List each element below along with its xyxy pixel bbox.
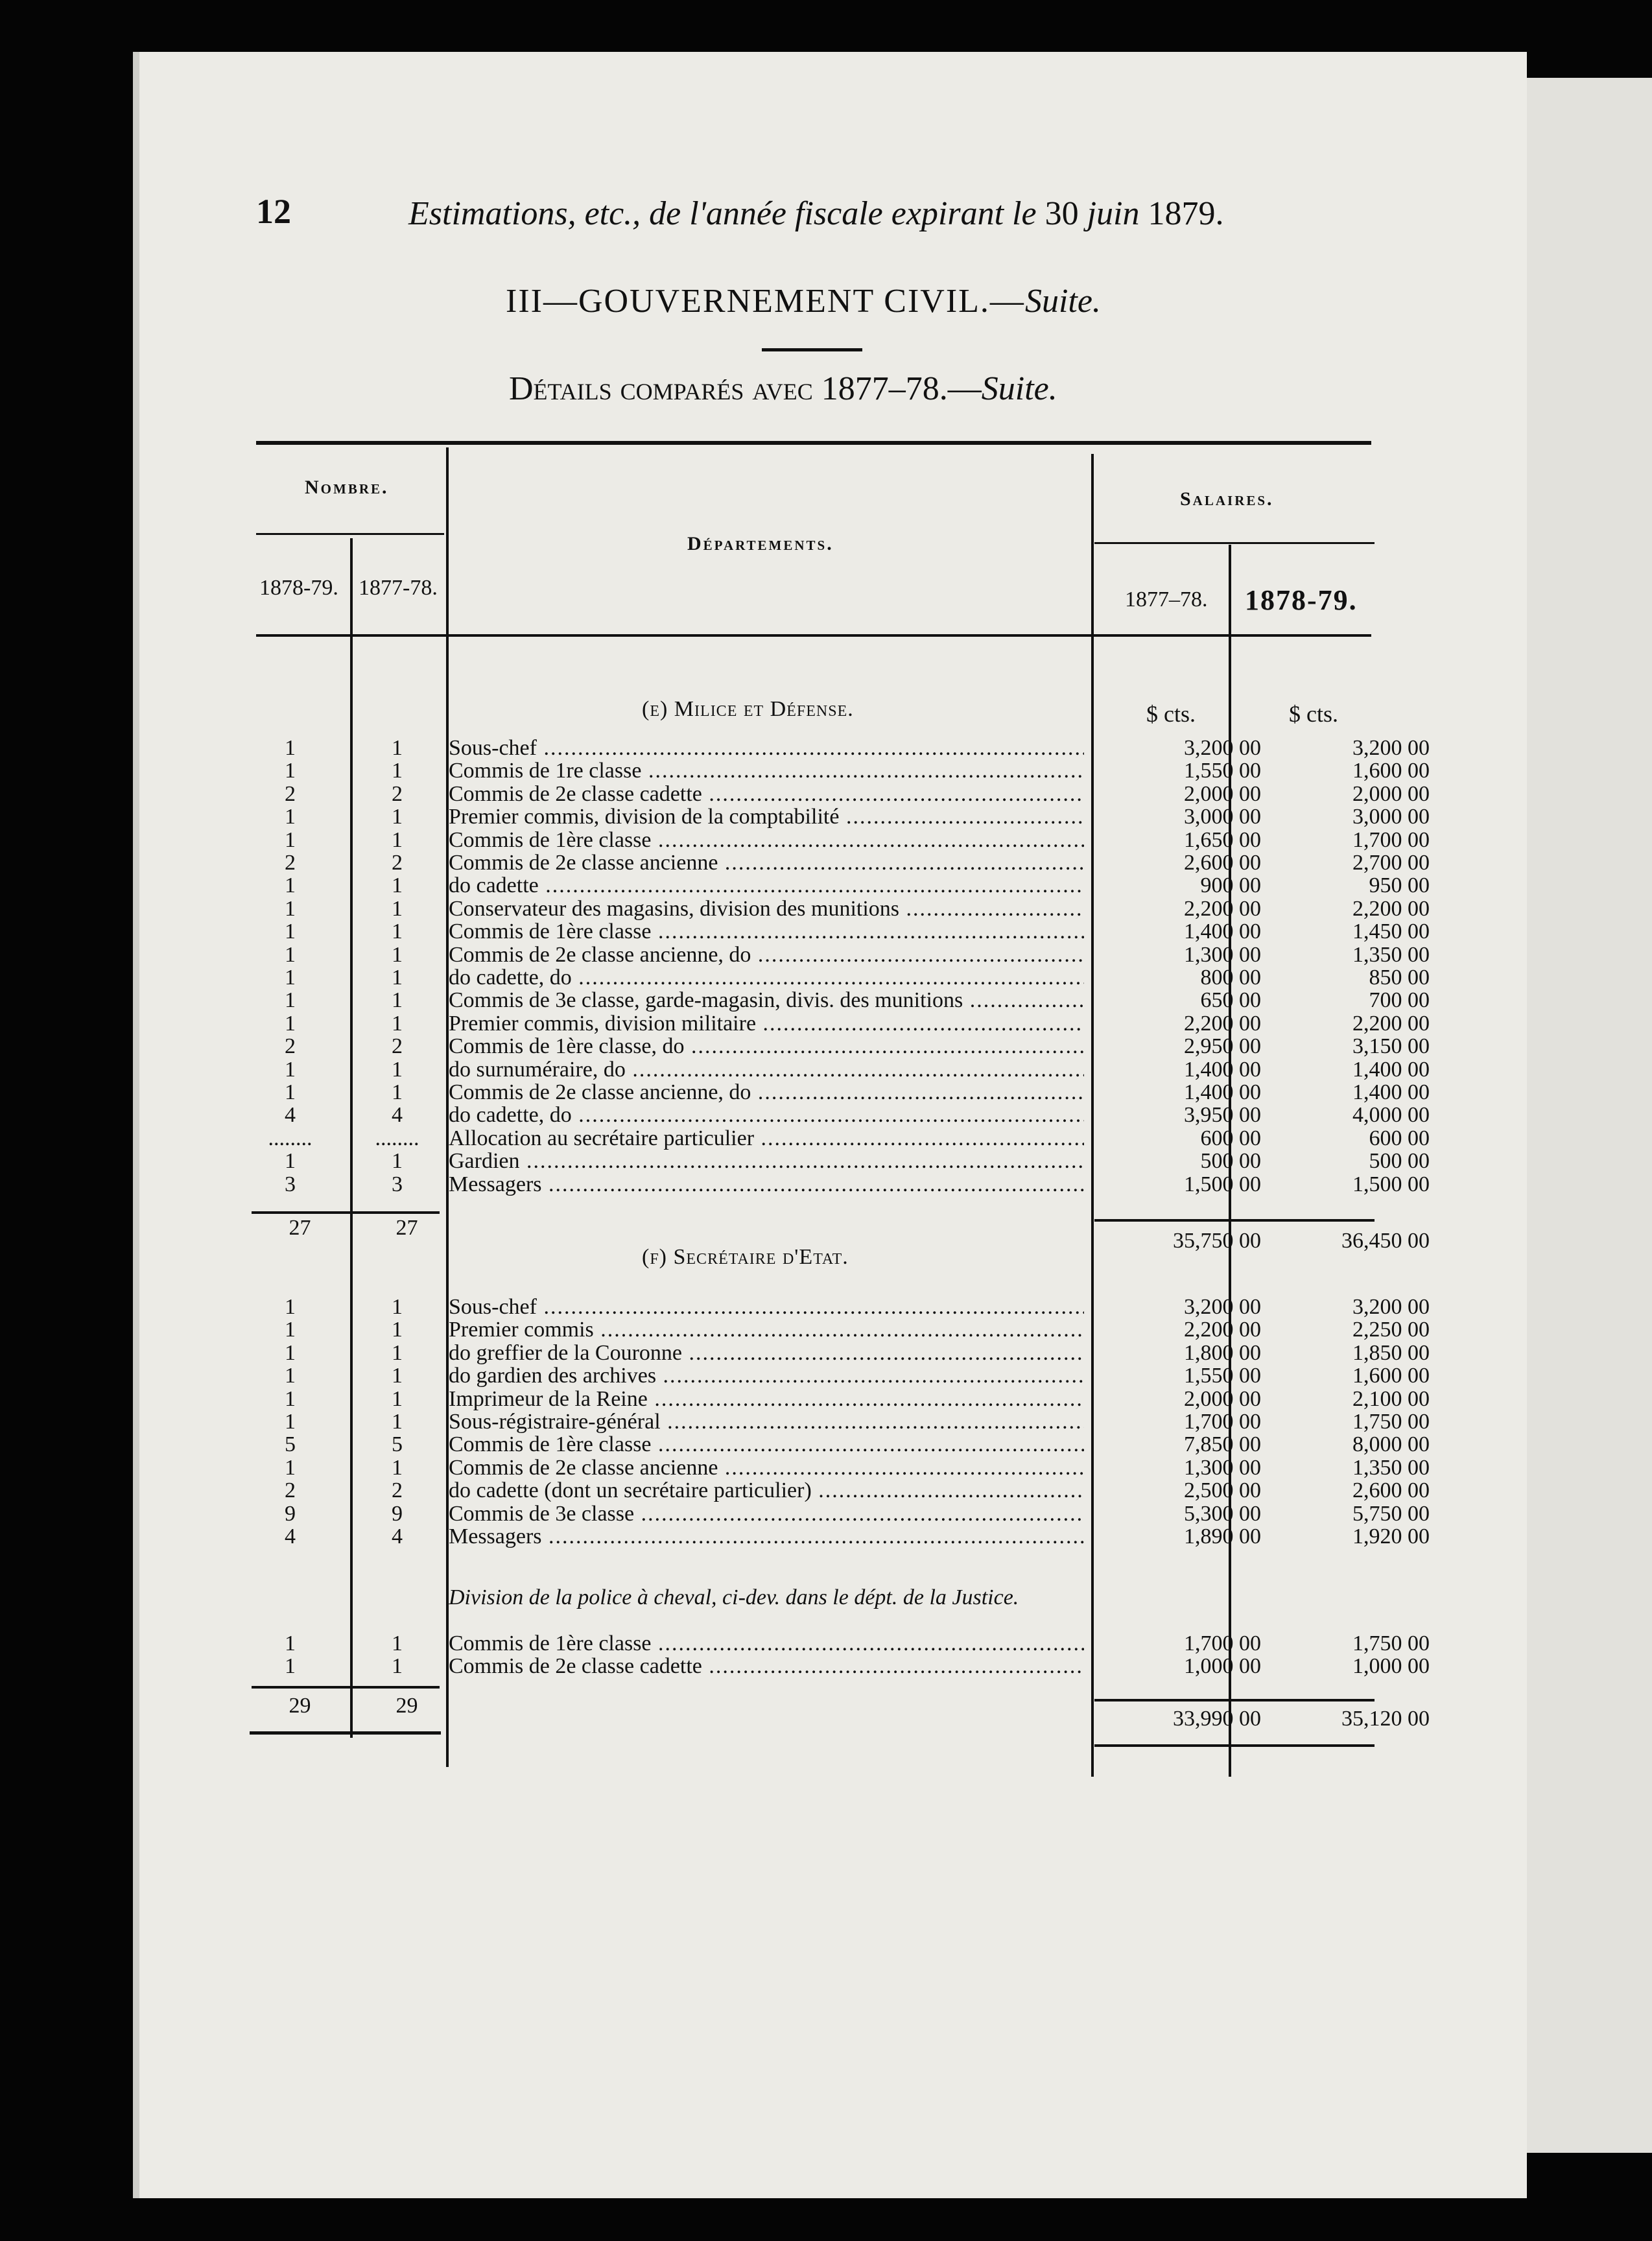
salary-1877-78: 1,700 00 xyxy=(1184,1631,1261,1655)
count-1877-78: 1 xyxy=(392,1318,403,1342)
count-1877-78: 1 xyxy=(392,1057,403,1082)
count-1877-78: 1 xyxy=(392,1410,403,1434)
count-1878-79: 4 xyxy=(285,1524,296,1548)
section-f-total-1878: 29 xyxy=(289,1694,311,1718)
count-1877-78: 9 xyxy=(392,1501,403,1526)
salary-1878-79-header: 1878-79. xyxy=(1245,584,1358,616)
table-row xyxy=(246,919,1430,944)
salary-1877-78: 650 00 xyxy=(1200,988,1261,1013)
count-1878-79: 1 xyxy=(285,896,296,921)
department-label: do cadette ..... xyxy=(449,874,1084,897)
page-number: 12 xyxy=(256,192,291,231)
salary-1878-79: 8,000 00 xyxy=(1352,1432,1430,1457)
department-label: Commis de 2e classe ancienne ..... xyxy=(449,851,1084,874)
salary-1877-78: 3,000 00 xyxy=(1184,805,1261,829)
department-label: do cadette, do ..... xyxy=(449,1104,1084,1126)
salary-1878-79: 3,000 00 xyxy=(1352,805,1430,829)
salary-1877-78: 2,000 00 xyxy=(1184,781,1261,806)
table-row xyxy=(246,1364,1430,1388)
nombre-rule xyxy=(256,533,444,535)
table-row xyxy=(246,1654,1430,1679)
department-label: Commis de 2e classe ancienne ..... xyxy=(449,1456,1084,1479)
count-1878-79: 4 xyxy=(285,1103,296,1128)
salary-1877-78: 7,850 00 xyxy=(1184,1432,1261,1457)
salary-1878-79: 1,500 00 xyxy=(1352,1172,1430,1196)
section-e-total-rule-right xyxy=(1094,1219,1375,1222)
salary-1878-79: 4,000 00 xyxy=(1352,1103,1430,1128)
salary-1878-79: 1,350 00 xyxy=(1352,942,1430,967)
department-label: Premier commis, division militaire ..... xyxy=(449,1012,1084,1035)
salaires-rule xyxy=(1094,542,1375,544)
department-label: Commis de 1ère classe ..... xyxy=(449,1632,1084,1655)
count-1877-78: 1 xyxy=(392,1149,403,1174)
salary-1878-79: 1,700 00 xyxy=(1352,827,1430,852)
header-bottom-rule xyxy=(256,634,1371,637)
count-1878-79: 1 xyxy=(285,805,296,829)
section-f-total-rule-left xyxy=(252,1686,440,1689)
year-1878-79-header: 1878-79. xyxy=(259,576,338,600)
department-label: Commis de 1ère classe ..... xyxy=(449,920,1084,943)
table-row xyxy=(246,988,1430,1013)
running-head xyxy=(408,195,1223,233)
count-1877-78: 1 xyxy=(392,966,403,990)
count-1878-79: 1 xyxy=(285,942,296,967)
section-e-total-1878: 27 xyxy=(289,1216,311,1240)
table-row xyxy=(246,942,1430,967)
count-1877-78: 1 xyxy=(392,896,403,921)
count-1877-78: 1 xyxy=(392,1295,403,1319)
salary-1878-79: 950 00 xyxy=(1369,873,1430,898)
section-f-double-rule-left xyxy=(250,1731,441,1735)
subtitle-suite: Suite. xyxy=(981,370,1057,407)
table-row xyxy=(246,873,1430,898)
salary-1877-78: 800 00 xyxy=(1200,966,1261,990)
count-1878-79: 1 xyxy=(285,1631,296,1655)
table-row xyxy=(246,1034,1430,1059)
salaires-header: Salaires. xyxy=(1180,488,1274,510)
section-f-double-rule-right xyxy=(1094,1744,1375,1747)
salary-1877-78: 2,000 00 xyxy=(1184,1386,1261,1411)
salary-1878-79: 700 00 xyxy=(1369,988,1430,1013)
count-1877-78: 2 xyxy=(392,851,403,875)
table-row xyxy=(246,1103,1430,1128)
salary-1877-78: 1,550 00 xyxy=(1184,759,1261,783)
count-1878-79: 1 xyxy=(285,1057,296,1082)
salary-1877-78: 2,200 00 xyxy=(1184,1318,1261,1342)
page-title xyxy=(506,282,1101,320)
department-label: Commis de 1ère classe ..... xyxy=(449,1433,1084,1456)
section-e-total-salary-1878: 36,450 00 xyxy=(1341,1229,1430,1253)
section-f-total-1877: 29 xyxy=(395,1694,418,1718)
salary-1877-78: 2,500 00 xyxy=(1184,1478,1261,1503)
section-f-total-rule-right xyxy=(1094,1699,1375,1702)
table-row xyxy=(246,827,1430,852)
table-top-rule xyxy=(256,441,1371,445)
salary-1878-79: 2,600 00 xyxy=(1352,1478,1430,1503)
section-e-total-1877: 27 xyxy=(395,1216,418,1240)
salary-1878-79: 3,150 00 xyxy=(1352,1034,1430,1059)
table-row xyxy=(246,1340,1430,1365)
department-label: Commis de 2e classe cadette ..... xyxy=(449,783,1084,805)
table-row xyxy=(246,1501,1430,1526)
salary-1877-78: 1,650 00 xyxy=(1184,827,1261,852)
count-1878-79: 2 xyxy=(285,851,296,875)
salary-1878-79: 1,750 00 xyxy=(1352,1631,1430,1655)
count-1878-79: 1 xyxy=(285,736,296,760)
salary-1877-78: 1,400 00 xyxy=(1184,1080,1261,1104)
department-label: Gardien ..... xyxy=(449,1150,1084,1172)
department-label: Allocation au secrétaire particulier ..... xyxy=(449,1127,1084,1150)
salary-1878-79: 1,400 00 xyxy=(1352,1057,1430,1082)
salary-1877-78: 3,950 00 xyxy=(1184,1103,1261,1128)
table-row xyxy=(246,1149,1430,1174)
salary-1878-79: 1,450 00 xyxy=(1352,919,1430,944)
count-1878-79: 2 xyxy=(285,1034,296,1059)
count-1877-78: 1 xyxy=(392,988,403,1013)
salary-1877-78: 1,000 00 xyxy=(1184,1654,1261,1679)
facing-page-edge xyxy=(1520,78,1652,2153)
count-1877-78: 1 xyxy=(392,1364,403,1388)
table-row xyxy=(246,1410,1430,1434)
section-e-total-salary-1877: 35,750 00 xyxy=(1173,1229,1261,1253)
count-1877-78: 1 xyxy=(392,827,403,852)
department-label: Premier commis, division de la comptabilité ..... xyxy=(449,805,1084,828)
table-row xyxy=(246,1455,1430,1480)
section-f-total-salary-1877: 33,990 00 xyxy=(1173,1707,1261,1731)
count-1878-79: 1 xyxy=(285,1149,296,1174)
count-1877-78: 1 xyxy=(392,736,403,760)
department-label: do greffier de la Couronne ..... xyxy=(449,1342,1084,1364)
count-1878-79: 1 xyxy=(285,759,296,783)
section-f-note: Division de la police à cheval, ci-dev. dans le dépt. de la Justice. xyxy=(449,1585,1019,1609)
department-label: Commis de 2e classe cadette ..... xyxy=(449,1655,1084,1678)
table-row xyxy=(246,1126,1430,1150)
salary-1878-79: 600 00 xyxy=(1369,1126,1430,1150)
department-label: Commis de 3e classe, garde-magasin, divis. des munitions ..... xyxy=(449,989,1084,1012)
table-row xyxy=(246,759,1430,783)
count-1878-79: 3 xyxy=(285,1172,296,1196)
table-row xyxy=(246,1478,1430,1503)
count-1877-78: 1 xyxy=(392,805,403,829)
salary-1878-79: 1,850 00 xyxy=(1352,1340,1430,1365)
year-1877-78-header: 1877-78. xyxy=(359,576,438,600)
count-1878-79: 5 xyxy=(285,1432,296,1457)
department-label: Conservateur des magasins, division des munitions ..... xyxy=(449,897,1084,920)
salary-1878-79: 3,200 00 xyxy=(1352,1295,1430,1319)
title-suite: Suite. xyxy=(1024,283,1101,320)
departements-header: Départements. xyxy=(687,533,834,554)
department-label: Sous-chef ..... xyxy=(449,737,1084,759)
count-1878-79: 1 xyxy=(285,1011,296,1036)
running-head-month: juin xyxy=(1087,195,1140,232)
count-1878-79: 1 xyxy=(285,919,296,944)
salary-1878-79: 850 00 xyxy=(1369,966,1430,990)
table-row xyxy=(246,1295,1430,1319)
table-row xyxy=(246,1318,1430,1342)
count-1878-79: 1 xyxy=(285,1080,296,1104)
section-title-secretaire: (f) Secrétaire d'Etat. xyxy=(642,1245,849,1269)
salary-1877-78: 2,200 00 xyxy=(1184,1011,1261,1036)
salary-1877-78: 600 00 xyxy=(1200,1126,1261,1150)
count-1877-78: 1 xyxy=(392,1631,403,1655)
count-1878-79: 1 xyxy=(285,988,296,1013)
salary-1878-79: 2,200 00 xyxy=(1352,896,1430,921)
department-label: Commis de 2e classe ancienne, do ..... xyxy=(449,1081,1084,1104)
section-f-total-salary-1878: 35,120 00 xyxy=(1341,1707,1430,1731)
table-row xyxy=(246,896,1430,921)
count-1878-79: 9 xyxy=(285,1501,296,1526)
salary-1877-78-header: 1877–78. xyxy=(1125,587,1208,611)
count-1878-79: 1 xyxy=(285,827,296,852)
count-1877-78: 3 xyxy=(392,1172,403,1196)
count-1878-79: 1 xyxy=(285,1410,296,1434)
section-title-milice: (e) Milice et Défense. xyxy=(642,697,854,721)
table-row xyxy=(246,1080,1430,1104)
department-label: do gardien des archives ..... xyxy=(449,1364,1084,1387)
count-1877-78: 1 xyxy=(392,1011,403,1036)
unit-label-1877: $ cts. xyxy=(1146,701,1196,727)
salary-1878-79: 1,400 00 xyxy=(1352,1080,1430,1104)
count-1878-79: 1 xyxy=(285,1455,296,1480)
section-e-total-rule-left xyxy=(252,1211,440,1214)
salary-1877-78: 1,300 00 xyxy=(1184,942,1261,967)
table-row xyxy=(246,1524,1430,1548)
salary-1877-78: 3,200 00 xyxy=(1184,736,1261,760)
department-label: Messagers ..... xyxy=(449,1525,1084,1548)
table-row xyxy=(246,1386,1430,1411)
count-1878-79: 1 xyxy=(285,1318,296,1342)
department-label: Sous-régistraire-général ..... xyxy=(449,1410,1084,1433)
salary-1878-79: 2,700 00 xyxy=(1352,851,1430,875)
salary-1878-79: 2,000 00 xyxy=(1352,781,1430,806)
count-1878-79: 1 xyxy=(285,966,296,990)
count-1878-79: 2 xyxy=(285,781,296,806)
count-1877-78: 1 xyxy=(392,759,403,783)
count-1878-79: 1 xyxy=(285,1364,296,1388)
salary-1877-78: 1,800 00 xyxy=(1184,1340,1261,1365)
count-1878-79: 1 xyxy=(285,1295,296,1319)
department-label: Sous-chef ..... xyxy=(449,1296,1084,1318)
table-row xyxy=(246,966,1430,990)
salary-1877-78: 1,550 00 xyxy=(1184,1364,1261,1388)
salary-1878-79: 1,350 00 xyxy=(1352,1455,1430,1480)
department-label: Commis de 2e classe ancienne, do ..... xyxy=(449,943,1084,966)
salary-1878-79: 500 00 xyxy=(1369,1149,1430,1174)
count-1878-79: 1 xyxy=(285,1654,296,1679)
salary-1877-78: 1,700 00 xyxy=(1184,1410,1261,1434)
salary-1877-78: 1,400 00 xyxy=(1184,919,1261,944)
nombre-header: Nombre. xyxy=(305,477,389,498)
department-label: do cadette, do ..... xyxy=(449,966,1084,989)
count-1877-78: 1 xyxy=(392,1340,403,1365)
count-1878-79: 2 xyxy=(285,1478,296,1503)
salary-1878-79: 2,200 00 xyxy=(1352,1011,1430,1036)
salary-1877-78: 2,600 00 xyxy=(1184,851,1261,875)
salary-1878-79: 1,750 00 xyxy=(1352,1410,1430,1434)
count-1878-79: 1 xyxy=(285,1386,296,1411)
salary-1877-78: 1,300 00 xyxy=(1184,1455,1261,1480)
count-1877-78: 4 xyxy=(392,1524,403,1548)
department-label: Commis de 1ère classe ..... xyxy=(449,829,1084,851)
table-row xyxy=(246,1432,1430,1457)
count-1877-78: ........ xyxy=(375,1126,419,1150)
salary-1877-78: 1,890 00 xyxy=(1184,1524,1261,1548)
count-1878-79: ........ xyxy=(268,1126,313,1150)
salary-1877-78: 900 00 xyxy=(1200,873,1261,898)
count-1877-78: 1 xyxy=(392,1386,403,1411)
salary-1877-78: 2,950 00 xyxy=(1184,1034,1261,1059)
salary-1877-78: 3,200 00 xyxy=(1184,1295,1261,1319)
table-row xyxy=(246,851,1430,875)
table-row xyxy=(246,736,1430,760)
table-row xyxy=(246,805,1430,829)
department-label: Messagers ..... xyxy=(449,1173,1084,1196)
count-1877-78: 1 xyxy=(392,1654,403,1679)
title-main: III—GOUVERNEMENT CIVIL.— xyxy=(506,283,1025,320)
running-head-year: 1879. xyxy=(1148,195,1224,232)
count-1877-78: 4 xyxy=(392,1103,403,1128)
salary-1878-79: 1,920 00 xyxy=(1352,1524,1430,1548)
salary-1878-79: 1,600 00 xyxy=(1352,759,1430,783)
table-row xyxy=(246,1057,1430,1082)
department-label: Commis de 1re classe ..... xyxy=(449,759,1084,782)
table-row xyxy=(246,781,1430,806)
count-1877-78: 2 xyxy=(392,1478,403,1503)
salary-1878-79: 1,000 00 xyxy=(1352,1654,1430,1679)
salary-1877-78: 5,300 00 xyxy=(1184,1501,1261,1526)
salary-1878-79: 2,100 00 xyxy=(1352,1386,1430,1411)
salary-1877-78: 1,500 00 xyxy=(1184,1172,1261,1196)
department-label: Imprimeur de la Reine ..... xyxy=(449,1388,1084,1410)
unit-label-1878: $ cts. xyxy=(1289,701,1338,727)
table-row xyxy=(246,1011,1430,1036)
title-rule xyxy=(762,348,862,351)
department-label: Commis de 1ère classe, do ..... xyxy=(449,1035,1084,1058)
salary-1878-79: 2,250 00 xyxy=(1352,1318,1430,1342)
running-head-day: 30 xyxy=(1044,195,1079,232)
salary-1877-78: 500 00 xyxy=(1200,1149,1261,1174)
count-1878-79: 1 xyxy=(285,873,296,898)
salary-1877-78: 1,400 00 xyxy=(1184,1057,1261,1082)
count-1877-78: 2 xyxy=(392,781,403,806)
count-1877-78: 1 xyxy=(392,942,403,967)
count-1877-78: 1 xyxy=(392,1455,403,1480)
salary-1878-79: 5,750 00 xyxy=(1352,1501,1430,1526)
count-1877-78: 2 xyxy=(392,1034,403,1059)
department-label: do surnuméraire, do ..... xyxy=(449,1058,1084,1081)
count-1877-78: 1 xyxy=(392,873,403,898)
salary-1878-79: 3,200 00 xyxy=(1352,736,1430,760)
table-row xyxy=(246,1172,1430,1196)
running-head-text: Estimations, etc., de l'année fiscale expirant le xyxy=(408,195,1037,232)
count-1877-78: 5 xyxy=(392,1432,403,1457)
count-1877-78: 1 xyxy=(392,1080,403,1104)
page-subtitle xyxy=(509,370,1057,408)
table-row xyxy=(246,1631,1430,1655)
department-label: Premier commis ..... xyxy=(449,1318,1084,1341)
count-1878-79: 1 xyxy=(285,1340,296,1365)
salary-1878-79: 1,600 00 xyxy=(1352,1364,1430,1388)
department-label: do cadette (dont un secrétaire particulier) ..... xyxy=(449,1479,1084,1502)
subtitle-main: Détails comparés avec 1877–78.— xyxy=(509,370,982,407)
department-label: Commis de 3e classe ..... xyxy=(449,1502,1084,1525)
count-1877-78: 1 xyxy=(392,919,403,944)
salary-1877-78: 2,200 00 xyxy=(1184,896,1261,921)
